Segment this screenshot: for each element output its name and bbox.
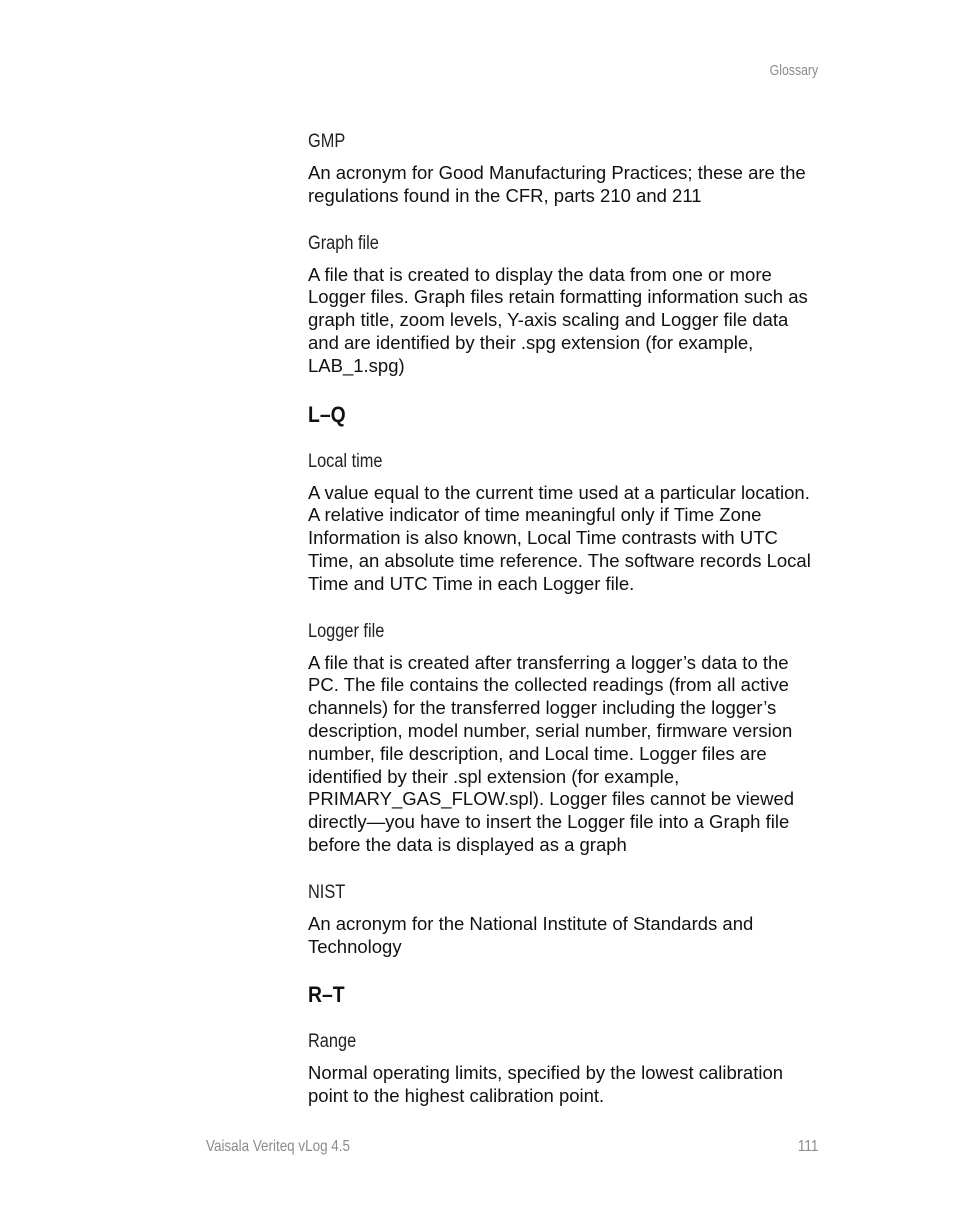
glossary-term: GMP [308,131,346,152]
footer-doc-title: Vaisala Veriteq vLog 4.5 [206,1138,350,1155]
glossary-definition: An acronym for the National Institute of Standards and Technology [308,912,754,957]
glossary-definition: A value equal to the current time used at a particular location. A relative indicator of time meaningful only if Time Zone Information is also known, Local Time contrasts with UTC Time, an absolute time reference. The software records Local Time and UTC Time in each Logger file. [308,481,811,594]
glossary-definition: A file that is created after transferring a logger’s data to the PC. The file contains the collected readings (from all active channels) for the transferred logger including the logger’s description, model number, serial number, firmware version number, file description, and Local time. Logger files are identified by their .spl extension (for example, PRIMARY_GAS_FLOW.spl). Logger files cannot be viewed directly—you have to insert the Logger file into a Graph file before the data is displayed as a graph [308,651,795,855]
section-heading-l-q: L–Q [308,401,346,427]
glossary-content [308,130,820,1132]
glossary-term: NIST [308,881,346,903]
glossary-entry-range [308,1030,820,1108]
page-number: 111 [797,1138,818,1155]
glossary-term: Local time [308,450,383,472]
glossary-term: Logger file [308,620,385,642]
glossary-term: Graph file [308,232,379,254]
glossary-entry-local-time [308,450,820,596]
glossary-term: Range [308,1031,357,1053]
glossary-entry-logger-file [308,620,820,857]
running-header: Glossary [769,62,818,79]
glossary-entry-gmp [308,130,820,208]
section-heading-r-t: R–T [308,982,345,1008]
glossary-definition: Normal operating limits, specified by the lowest calibration point to the highest calibration point. [308,1062,784,1107]
glossary-entry-nist [308,881,820,959]
glossary-definition: A file that is created to display the data from one or more Logger files. Graph files retain formatting information such as graph title, zoom levels, Y-axis scaling and Logger file data and are identified by their .spg extension (for example, LAB_1.spg) [308,263,808,376]
glossary-definition: An acronym for Good Manufacturing Practices; these are the regulations found in the CFR, parts 210 and 211 [308,162,806,206]
glossary-entry-graph-file [308,232,820,378]
